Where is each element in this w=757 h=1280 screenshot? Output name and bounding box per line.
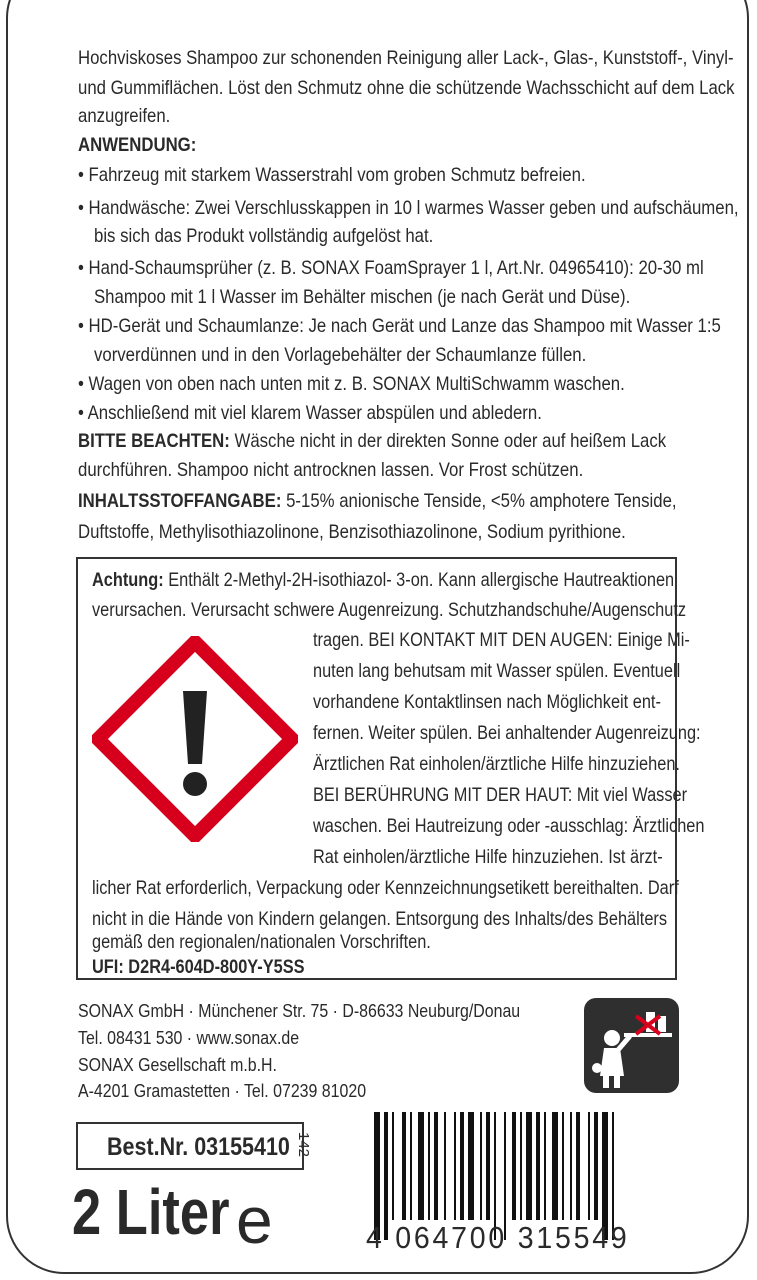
address-line: Tel. 08431 530 · www.sonax.de [78,1027,300,1048]
warning-line: nuten lang behutsam mit Wasser spülen. Eventuell [313,661,681,682]
usage-item: • Hand-Schaumsprüher (z. B. SONAX FoamSprayer 1 l, Art.Nr. 04965410): 20-30 ml [78,253,704,283]
ingredients-text: 5-15% anionische Tenside, <5% amphotere Tenside, [281,490,677,512]
address-line: A-4201 Gramastetten · Tel. 07239 81020 [78,1080,367,1101]
usage-item: • Fahrzeug mit starkem Wasserstrahl vom groben Schmutz befreien. [78,160,586,190]
usage-item-cont: bis sich das Produkt vollständig aufgelöst hat. [94,225,434,247]
note-line: durchführen. Shampoo nicht antrocknen lassen. Vor Frost schützen. [78,459,584,481]
warning-line: licher Rat erforderlich, Verpackung oder Kennzeichnungsetikett bereithalten. Darf [92,878,679,899]
warning-heading: Achtung: [92,570,164,591]
usage-heading: ANWENDUNG: [78,134,197,156]
intro-line: Hochviskoses Shampoo zur schonenden Reinigung aller Lack-, Glas-, Kunststoff-, Vinyl- [78,47,734,69]
note-line [78,426,666,456]
usage-item-cont: Shampoo mit 1 l Wasser im Behälter mischen (je nach Gerät und Düse). [94,286,631,308]
warning-line: vorhandene Kontaktlinsen nach Möglichkeit ent- [313,692,661,713]
ufi-code: UFI: D2R4-604D-800Y-Y5SS [92,957,305,978]
warning-line: waschen. Bei Hautreizung oder -ausschlag: Ärztlichen [313,816,705,837]
address-line: SONAX Gesellschaft m.b.H. [78,1054,277,1075]
estimated-sign-icon: e [236,1183,273,1257]
ingredients-line [78,486,677,516]
address-line: SONAX GmbH · Münchener Str. 75 · D-86633 Neuburg/Donau [78,1000,521,1021]
keep-out-of-reach-of-children-icon [584,998,679,1093]
ingredients-line: Duftstoffe, Methylisothiazolinone, Benzisothiazolinone, Sodium pyrithione. [78,521,626,543]
usage-item: • HD-Gerät und Schaumlanze: Je nach Gerät und Lanze das Shampoo mit Wasser 1:5 [78,311,721,341]
warning-line: BEI BERÜHRUNG MIT DER HAUT: Mit viel Wasser [313,785,688,806]
usage-item: • Anschließend mit viel klarem Wasser abspülen und abledern. [78,398,542,428]
usage-item: • Wagen von oben nach unten mit z. B. SONAX MultiSchwamm waschen. [78,369,625,399]
small-code: 142 [295,1132,312,1158]
warning-line: Ärztlichen Rat einholen/ärztliche Hilfe hinzuziehen. [313,754,680,775]
usage-item: • Handwäsche: Zwei Verschlusskappen in 10 l warmes Wasser geben und aufschäumen, [78,193,739,223]
warning-line: Rat einholen/ärztliche Hilfe hinzuziehen. Ist ärzt- [313,847,663,868]
warning-line: fernen. Weiter spülen. Bei anhaltender Augenreizung: [313,723,701,744]
barcode-number: 4 064700 315549 [366,1220,630,1255]
note-text: Wäsche nicht in der direkten Sonne oder auf heißem Lack [229,430,667,452]
volume-label: 2 Liter [72,1176,230,1248]
warning-line [92,565,674,596]
ingredients-heading: INHALTSSTOFFANGABE: [78,490,282,512]
note-heading: BITTE BEACHTEN: [78,430,230,452]
warning-line: nicht in die Hände von Kindern gelangen. Entsorgung des Inhalts/des Behälters [92,909,668,930]
warning-line: gemäß den regionalen/nationalen Vorschriften. [92,932,431,953]
usage-item-cont: vorverdünnen und in den Vorlagebehälter der Schaumlanze füllen. [94,344,587,366]
intro-line: anzugreifen. [78,105,171,127]
order-number-box [76,1122,304,1170]
warning-line: verursachen. Verursacht schwere Augenreizung. Schutzhandschuhe/Augenschutz [92,600,687,621]
intro-line: und Gummiflächen. Löst den Schmutz ohne die schützende Wachsschicht auf dem Lack [78,77,735,99]
warning-text: Enthält 2-Methyl-2H-isothiazol- 3-on. Kann allergische Hautreaktionen [163,570,675,591]
order-number: Best.Nr. 03155410 [107,1133,290,1161]
ghs07-exclamation-icon [92,636,298,842]
warning-line: tragen. BEI KONTAKT MIT DEN AUGEN: Einige Mi- [313,630,690,651]
